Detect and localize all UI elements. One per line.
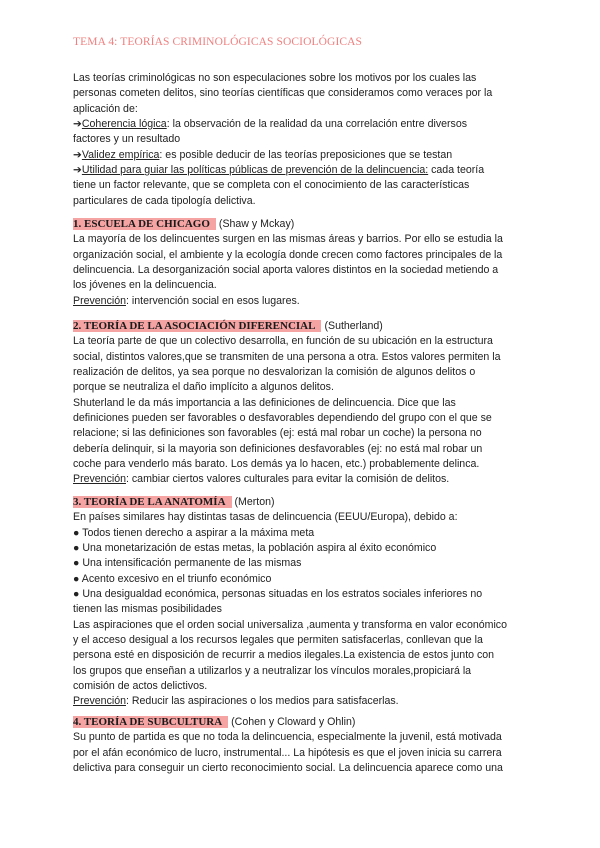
section-heading bbox=[73, 495, 543, 510]
text-segment: : intervención social en esos lugares. bbox=[126, 294, 300, 307]
section-author: (Merton) bbox=[234, 496, 275, 508]
text-line bbox=[73, 457, 543, 472]
text-line bbox=[73, 132, 543, 147]
text-line bbox=[73, 587, 543, 602]
text-line bbox=[73, 232, 543, 247]
intro bbox=[73, 71, 543, 209]
text-segment: social, distintos valores,que se transmiten de una persona a otra. Estos valores permiten la bbox=[73, 350, 501, 363]
text-line bbox=[73, 102, 543, 117]
section-heading-text: 4. TEORÍA DE SUBCULTURA bbox=[73, 716, 228, 728]
text-segment: Su punto de partida es que no toda la delincuencia, especialmente la juvenil, está motivada bbox=[73, 731, 502, 744]
underlined-term: Validez empírica bbox=[81, 148, 160, 161]
text-segment: ● Todos tienen derecho a aspirar a la máxima meta bbox=[73, 526, 315, 539]
text-segment: coche para venderlo más barato. Los demás ya lo hacen, etc.) probablemente delinca. bbox=[73, 458, 480, 471]
text-segment: factores y un resultado bbox=[73, 133, 181, 146]
text-segment: los grupos que enseñan a utilizarlos y a neutralizar los vínculos morales,propiciará la bbox=[73, 664, 472, 677]
text-line bbox=[73, 633, 543, 648]
text-segment: cada teoría bbox=[428, 164, 485, 177]
text-line bbox=[73, 411, 543, 426]
text-line bbox=[73, 761, 543, 776]
text-segment: La mayoría de los delincuentes surgen en las mismas áreas y barrios. Por ello se estudia la bbox=[73, 233, 503, 246]
text-line bbox=[73, 365, 543, 380]
text-line bbox=[73, 679, 543, 694]
text-segment: personas cometen delitos, sino teorías científicas que consideramos como veraces por la bbox=[73, 87, 493, 100]
text-segment: y el acceso desigual a los recursos legales que permiten satisfacerlas, conllevan que la bbox=[73, 634, 483, 647]
text-line bbox=[73, 278, 543, 293]
text-segment: Las teorías criminológicas no son especulaciones sobre los motivos por los cuales las bbox=[73, 72, 477, 84]
text-segment: La teoría parte de que un colectivo desarrolla, en función de su ubicación en la estructura bbox=[73, 335, 493, 348]
text-segment: delictiva para conseguir un cierto reconocimiento social. La delincuencia aparece como una bbox=[73, 762, 503, 775]
section-heading bbox=[73, 217, 543, 232]
text-line bbox=[73, 541, 543, 556]
text-segment: ● Una intensificación permanente de las mismas bbox=[73, 557, 302, 570]
text-line bbox=[73, 746, 543, 761]
text-segment: persona esté en disposición de recurrir a medios ilegales.La existencia de estos junto con bbox=[73, 649, 495, 662]
text-line bbox=[73, 602, 543, 617]
text-segment: delincuencia. La desorganización social aporta valores distintos en la sociedad metiendo a bbox=[73, 264, 499, 277]
text-segment: : Reducir las aspiraciones o los medios para satisfacerlas. bbox=[126, 695, 399, 708]
text-segment: : es posible deducir de las teorías preposiciones que se testan bbox=[159, 148, 453, 161]
section-anatomia bbox=[73, 495, 543, 710]
section-author: (Sutherland) bbox=[324, 320, 383, 332]
underlined-term: Utilidad para guiar las políticas públicas de prevención de la delincuencia: bbox=[81, 164, 429, 177]
text-line bbox=[73, 510, 543, 525]
section-subcultura bbox=[73, 715, 543, 776]
text-line bbox=[73, 526, 543, 541]
document-title: TEMA 4: TEORÍAS CRIMINOLÓGICAS SOCIOLÓGICAS bbox=[73, 36, 363, 48]
text-segment: organización social, el ambiente y la ecología donde crecen como factores principales de la bbox=[73, 248, 503, 261]
text-line bbox=[73, 556, 543, 571]
text-line bbox=[73, 163, 543, 178]
text-segment: ➔ bbox=[73, 118, 82, 131]
section-heading-text: 1. ESCUELA DE CHICAGO bbox=[73, 218, 216, 230]
text-segment: tienen las mismas posibilidades bbox=[73, 603, 222, 616]
text-line bbox=[73, 694, 543, 709]
text-line bbox=[73, 334, 543, 349]
text-segment: Las aspiraciones que el orden social universaliza ,aumenta y transforma en valor económico bbox=[73, 618, 507, 631]
text-line bbox=[73, 71, 543, 86]
text-line bbox=[73, 350, 543, 365]
text-segment: tiene un factor relevante, que se completa con el conocimiento de las características bbox=[73, 179, 470, 192]
underlined-term: Prevención bbox=[73, 473, 126, 486]
text-segment: los jóvenes en la delincuencia. bbox=[73, 279, 217, 292]
text-line bbox=[73, 148, 543, 163]
text-segment: ● Acento excesivo en el triunfo económico bbox=[73, 572, 272, 585]
text-line bbox=[73, 442, 543, 457]
text-line bbox=[73, 396, 543, 411]
text-line bbox=[73, 178, 543, 193]
section-heading bbox=[73, 319, 543, 334]
section-author: (Cohen y Cloward y Ohlin) bbox=[231, 716, 356, 728]
section-heading-text: 2. TEORÍA DE LA ASOCIACIÓN DIFERENCIAL bbox=[73, 320, 321, 332]
text-segment: particulares de cada tipología delictiva. bbox=[73, 194, 256, 207]
text-segment: En países similares hay distintas tasas de delincuencia (EEUU/Europa), debido a: bbox=[73, 511, 458, 524]
text-segment: : cambiar ciertos valores culturales para evitar la comisión de delitos. bbox=[126, 473, 450, 486]
text-segment: por el afán económico de lucro, instrumental... La hipótesis es que el joven inicia su carrera bbox=[73, 746, 502, 759]
text-line bbox=[73, 472, 543, 487]
section-chicago bbox=[73, 217, 543, 309]
text-line bbox=[73, 380, 543, 395]
text-line bbox=[73, 294, 543, 309]
text-line bbox=[73, 248, 543, 263]
text-segment: relacione; si las definiciones son favorables (ej: está mal robar un coche) la persona no bbox=[73, 427, 482, 440]
text-line bbox=[73, 426, 543, 441]
text-segment: comisión de actos delictivos. bbox=[73, 680, 208, 693]
underlined-term: Prevención bbox=[73, 695, 126, 708]
text-segment: ➔ bbox=[73, 148, 82, 161]
text-line bbox=[73, 618, 543, 633]
text-segment: aplicación de: bbox=[73, 102, 138, 115]
section-asociacion-diferencial bbox=[73, 319, 543, 488]
text-line bbox=[73, 263, 543, 278]
text-line bbox=[73, 572, 543, 587]
text-line bbox=[73, 648, 543, 663]
text-segment: : la observación de la realidad da una correlación entre diversos bbox=[166, 118, 468, 131]
text-line bbox=[73, 194, 543, 209]
text-segment: ● Una monetarización de estas metas, la población aspira al éxito económico bbox=[73, 542, 437, 555]
section-author: (Shaw y Mckay) bbox=[218, 218, 295, 230]
text-segment: ➔ bbox=[73, 164, 82, 177]
text-line bbox=[73, 86, 543, 101]
underlined-term: Coherencia lógica bbox=[81, 118, 167, 131]
text-segment: definiciones pueden ser favorables o desfavorables dependiendo del grupo con el que se bbox=[73, 412, 492, 425]
text-segment: realización de delitos, ya sea porque no desvalorizan la comisión de algunos delitos o bbox=[73, 366, 476, 379]
text-line bbox=[73, 117, 543, 132]
underlined-term: Prevención bbox=[73, 294, 126, 307]
text-segment: ● Una desigualdad económica, personas situadas en los estratos sociales inferiores no bbox=[73, 588, 483, 601]
section-heading bbox=[73, 715, 543, 730]
section-heading-text: 3. TEORÍA DE LA ANATOMÍA bbox=[73, 496, 232, 508]
text-segment: debería delinquir, si la mayoria son definiciones desfavorables (ej: no está mal robar un bbox=[73, 442, 483, 455]
text-line bbox=[73, 664, 543, 679]
text-segment: porque se neutraliza el daño implícito a algunos delitos. bbox=[73, 381, 334, 394]
text-segment: Shuterland le da más importancia a las definiciones de delincuencia. Dice que las bbox=[73, 396, 456, 409]
text-line bbox=[73, 730, 543, 745]
